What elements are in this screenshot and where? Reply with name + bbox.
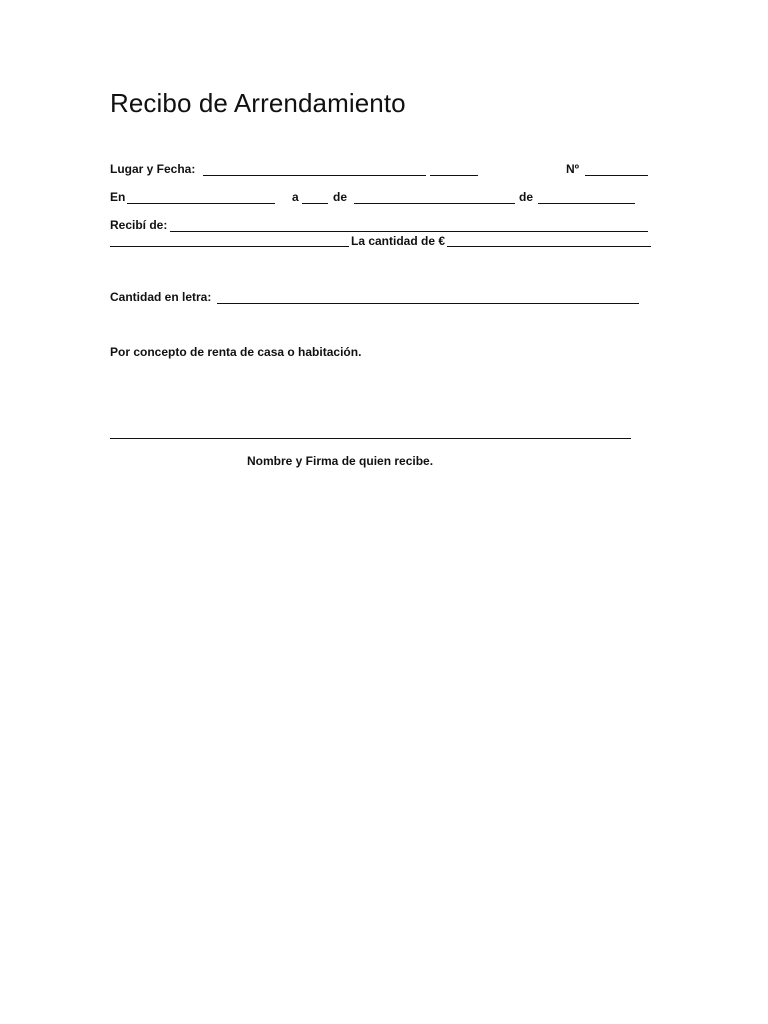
document-title: Recibo de Arrendamiento — [110, 88, 406, 118]
cantidad-blank[interactable] — [447, 235, 651, 247]
a-label: a — [292, 190, 299, 204]
cantidad-letra-blank[interactable] — [217, 292, 639, 304]
recibi-de-label: Recibí de: — [110, 218, 168, 232]
en-label: En — [110, 190, 126, 204]
anio-blank[interactable] — [538, 192, 635, 204]
en-row — [110, 190, 125, 204]
en-blank[interactable] — [127, 192, 275, 204]
cantidad-letra-row — [110, 290, 211, 304]
numero-blank[interactable] — [585, 164, 648, 176]
a-row — [292, 190, 299, 204]
fecha-blank[interactable] — [430, 164, 478, 176]
de-label-1: de — [333, 190, 348, 204]
mes-blank[interactable] — [354, 192, 515, 204]
de-label-2: de — [519, 190, 534, 204]
recibi-row — [110, 218, 167, 232]
cantidad-letra-label: Cantidad en letra: — [110, 290, 212, 304]
dia-blank[interactable] — [302, 192, 328, 204]
recibi-de-blank[interactable] — [170, 220, 648, 232]
numero-row — [566, 162, 579, 176]
concepto-text: Por concepto de renta de casa o habitación. — [110, 345, 362, 359]
recibi-de-blank-2[interactable] — [110, 235, 349, 247]
signature-line[interactable] — [110, 438, 631, 439]
numero-label: Nº — [566, 162, 580, 176]
lugar-fecha-label: Lugar y Fecha: — [110, 162, 196, 176]
lugar-fecha-row — [110, 162, 195, 176]
de-row-1 — [333, 190, 347, 204]
de-row-2 — [519, 190, 533, 204]
firma-label: Nombre y Firma de quien recibe. — [247, 454, 434, 468]
cantidad-label: La cantidad de € — [351, 234, 446, 248]
cantidad-row — [351, 234, 445, 248]
lugar-blank[interactable] — [203, 164, 426, 176]
